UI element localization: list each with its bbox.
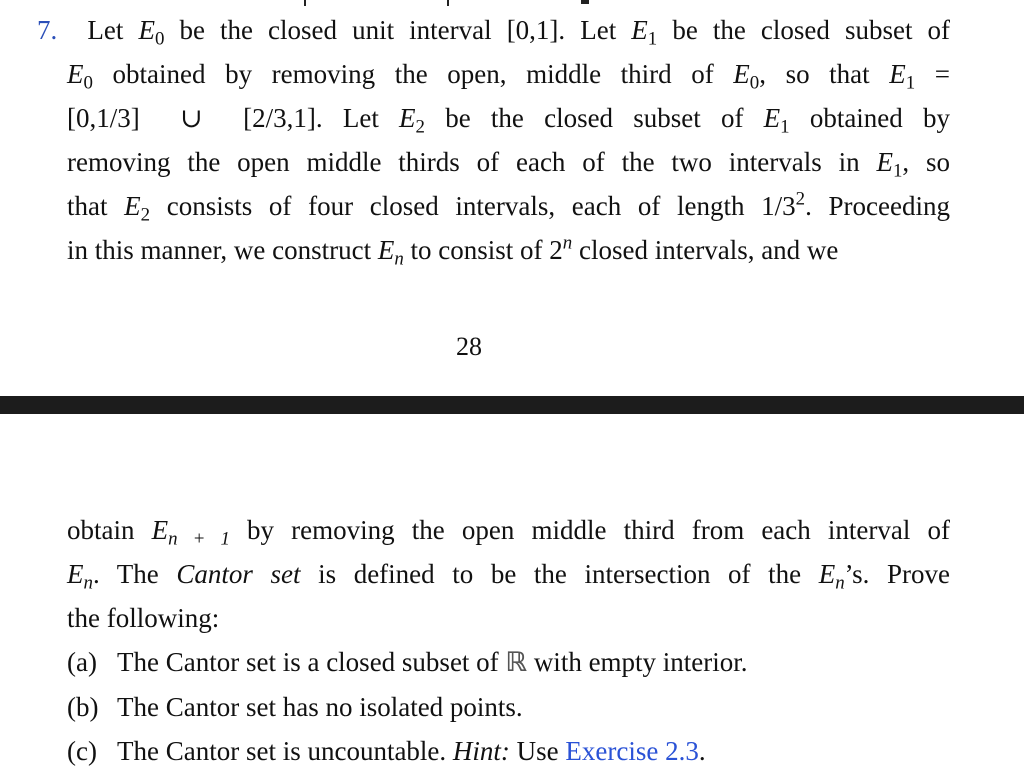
- text-line-9: the following:: [67, 603, 220, 633]
- text-line-8: $E_n$. The Cantor set is defined to be the intersection of the $E_n’s$. Prove: [67, 559, 951, 594]
- text-line-1: 7. Let $E_0$ be the closed unit interval [0,1]. Let $E_1$ be the closed subset of: [37, 15, 951, 50]
- item-b: [67, 685, 950, 729]
- page-number: 28: [456, 332, 482, 361]
- exercise-link[interactable]: Exercise 2.3: [565, 736, 699, 766]
- text-line-6: in this manner, we construct $E_n$ to consist of 2$^n$ closed intervals, and we: [67, 232, 839, 270]
- text-line-3: [0,1/3] ∪ [2/3,1]. Let $E_2$ be the closed subset of $E_1$ obtained by: [67, 103, 950, 138]
- previous-page-cut-marks: [0, 0, 1024, 8]
- page-divider: [0, 396, 1024, 414]
- exercise-number[interactable]: 7.: [37, 15, 58, 45]
- item-c-label: (c): [67, 736, 97, 766]
- hint-text: Use: [516, 736, 559, 766]
- text-line-4: removing the open middle thirds of each of the two intervals in $E_1$, so: [67, 147, 950, 182]
- hint-label: Hint:: [452, 736, 510, 766]
- item-c-end: .: [698, 736, 706, 766]
- text-line-2: $E_0$ obtained by removing the open, middle third of $E_0$, so that $E_1$ =: [67, 59, 950, 94]
- item-b-label: (b): [67, 692, 99, 722]
- text-line-5: that $E_2$ consists of four closed intervals, each of length $1/3^2$. Proceeding: [67, 188, 950, 226]
- reals-symbol: ℝ: [505, 647, 528, 678]
- exercise-text-bottom: [67, 508, 950, 773]
- item-b-text: The Cantor set has no isolated points.: [117, 692, 523, 722]
- exercise-text-top: [37, 8, 950, 272]
- text-line-7: obtain $E_{n + 1}$ by removing the open middle third from each interval of: [67, 515, 950, 550]
- item-a-label: (a): [67, 647, 97, 677]
- item-c: [67, 729, 950, 773]
- item-c-text: The Cantor set is uncountable.: [117, 736, 447, 766]
- item-a: (a) The Cantor set is a closed subset of ℝ with empty interior.: [67, 640, 950, 685]
